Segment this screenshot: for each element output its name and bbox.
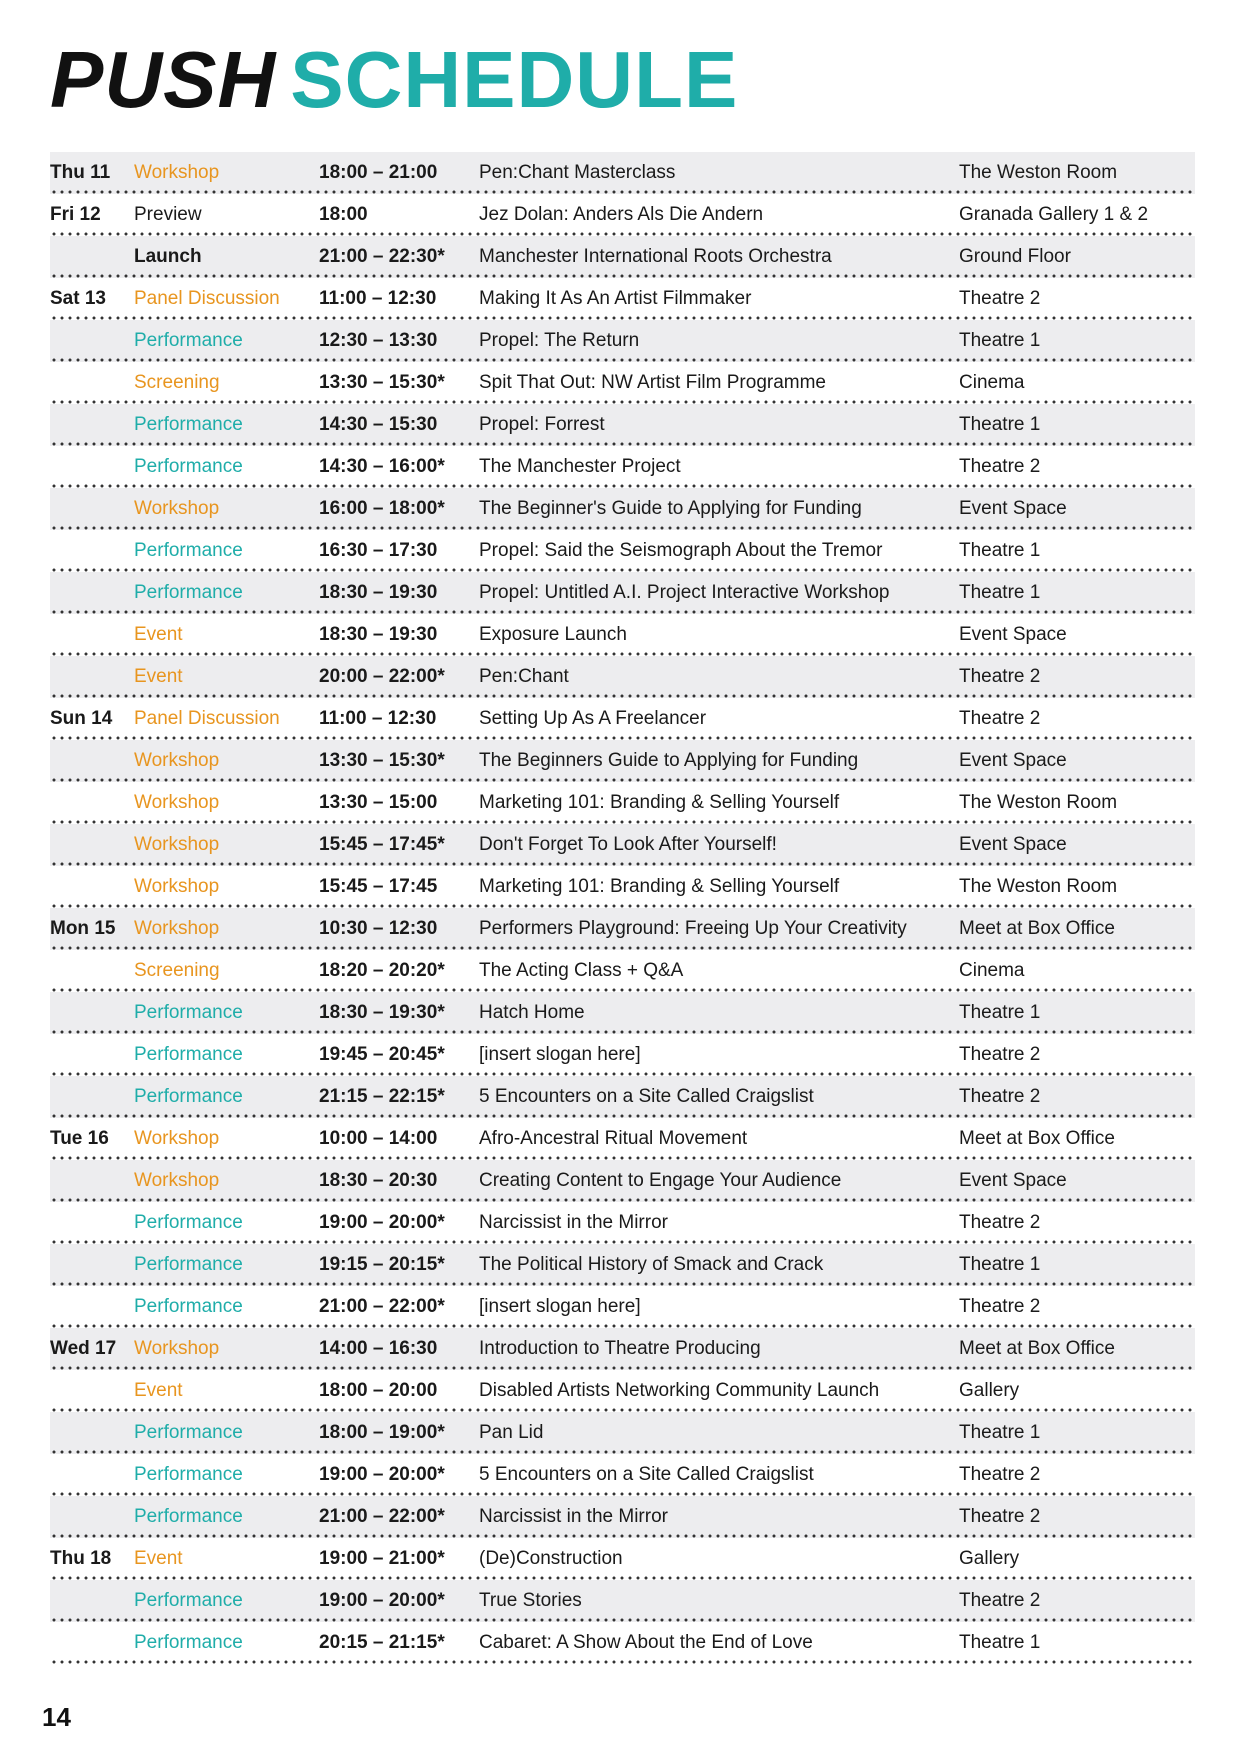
row-venue: Theatre 2 xyxy=(959,708,1041,729)
row-type: Panel Discussion xyxy=(134,288,280,309)
row-time: 18:00 – 20:00 xyxy=(319,1380,438,1401)
schedule-row xyxy=(50,1538,1195,1580)
row-venue: Cinema xyxy=(959,372,1025,393)
row-time: 18:20 – 20:20* xyxy=(319,960,445,981)
row-event-title: [insert slogan here] xyxy=(479,1044,641,1065)
row-type: Performance xyxy=(134,330,243,351)
row-event-title: Marketing 101: Branding & Selling Yourself xyxy=(479,876,840,897)
page-number: 14 xyxy=(42,1702,71,1732)
row-event-title: Narcissist in the Mirror xyxy=(479,1212,668,1233)
row-time: 21:00 – 22:00* xyxy=(319,1506,445,1527)
row-time: 10:30 – 12:30 xyxy=(319,918,438,939)
row-event-title: Hatch Home xyxy=(479,1002,585,1023)
row-type: Workshop xyxy=(134,1128,220,1149)
schedule-row xyxy=(50,278,1195,320)
row-day: Wed 17 xyxy=(50,1338,117,1359)
row-time: 21:00 – 22:30* xyxy=(319,246,445,267)
row-day: Fri 12 xyxy=(50,204,101,225)
schedule-row xyxy=(50,614,1195,656)
row-venue: Theatre 1 xyxy=(959,1632,1041,1653)
schedule-row xyxy=(50,1034,1195,1076)
row-event-title: True Stories xyxy=(479,1590,582,1611)
row-event-title: 5 Encounters on a Site Called Craigslist xyxy=(479,1086,814,1107)
row-type: Performance xyxy=(134,582,243,603)
row-type: Workshop xyxy=(134,162,220,183)
row-event-title: Pen:Chant Masterclass xyxy=(479,162,676,183)
row-event-title: Narcissist in the Mirror xyxy=(479,1506,668,1527)
row-event-title: Introduction to Theatre Producing xyxy=(479,1338,761,1359)
schedule-row xyxy=(50,404,1195,446)
row-venue: Theatre 1 xyxy=(959,582,1041,603)
row-time: 21:15 – 22:15* xyxy=(319,1086,445,1107)
row-type: Performance xyxy=(134,1254,243,1275)
schedule-row xyxy=(50,320,1195,362)
row-day: Sun 14 xyxy=(50,708,113,729)
row-venue: Theatre 2 xyxy=(959,456,1041,477)
row-time: 14:30 – 16:00* xyxy=(319,456,445,477)
schedule-row xyxy=(50,572,1195,614)
schedule-row xyxy=(50,908,1195,950)
row-venue: Theatre 2 xyxy=(959,1044,1041,1065)
row-event-title: The Manchester Project xyxy=(479,456,681,477)
row-venue: Event Space xyxy=(959,1170,1067,1191)
row-event-title: Manchester International Roots Orchestra xyxy=(479,246,832,267)
row-type: Performance xyxy=(134,1086,243,1107)
row-event-title: Disabled Artists Networking Community Launch xyxy=(479,1380,880,1401)
row-time: 19:15 – 20:15* xyxy=(319,1254,445,1275)
schedule-row xyxy=(50,698,1195,740)
schedule-row xyxy=(50,1412,1195,1454)
row-time: 13:30 – 15:30* xyxy=(319,372,445,393)
row-type: Panel Discussion xyxy=(134,708,280,729)
row-event-title: 5 Encounters on a Site Called Craigslist xyxy=(479,1464,814,1485)
row-venue: Event Space xyxy=(959,498,1067,519)
row-time: 19:00 – 21:00* xyxy=(319,1548,445,1569)
row-venue: Theatre 1 xyxy=(959,1002,1041,1023)
row-event-title: Marketing 101: Branding & Selling Yourself xyxy=(479,792,840,813)
row-event-title: The Political History of Smack and Crack xyxy=(479,1254,824,1275)
row-type: Performance xyxy=(134,1422,243,1443)
row-time: 18:30 – 19:30* xyxy=(319,1002,445,1023)
row-venue: The Weston Room xyxy=(959,876,1118,897)
row-time: 15:45 – 17:45* xyxy=(319,834,445,855)
row-day: Thu 18 xyxy=(50,1548,112,1569)
schedule-row xyxy=(50,1118,1195,1160)
row-venue: The Weston Room xyxy=(959,792,1118,813)
row-time: 19:00 – 20:00* xyxy=(319,1590,445,1611)
row-time: 19:45 – 20:45* xyxy=(319,1044,445,1065)
row-venue: Cinema xyxy=(959,960,1025,981)
row-venue: Theatre 1 xyxy=(959,540,1041,561)
row-time: 18:30 – 19:30 xyxy=(319,582,438,603)
row-venue: Granada Gallery 1 & 2 xyxy=(959,204,1149,225)
row-type: Workshop xyxy=(134,918,220,939)
row-time: 14:00 – 16:30 xyxy=(319,1338,438,1359)
schedule-row xyxy=(50,446,1195,488)
row-time: 10:00 – 14:00 xyxy=(319,1128,438,1149)
row-event-title: Exposure Launch xyxy=(479,624,627,645)
row-time: 20:15 – 21:15* xyxy=(319,1632,445,1653)
row-type: Workshop xyxy=(134,498,220,519)
row-venue: Theatre 1 xyxy=(959,1254,1041,1275)
row-event-title: Performers Playground: Freeing Up Your Creativity xyxy=(479,918,907,939)
schedule-row xyxy=(50,1076,1195,1118)
row-venue: Theatre 1 xyxy=(959,1422,1041,1443)
row-event-title: Afro-Ancestral Ritual Movement xyxy=(479,1128,748,1149)
row-event-title: (De)Construction xyxy=(479,1548,623,1569)
row-time: 16:00 – 18:00* xyxy=(319,498,445,519)
row-venue: Event Space xyxy=(959,624,1067,645)
row-type: Performance xyxy=(134,1590,243,1611)
schedule-row xyxy=(50,1580,1195,1622)
row-type: Performance xyxy=(134,1464,243,1485)
row-time: 18:00 – 19:00* xyxy=(319,1422,445,1443)
row-event-title: Setting Up As A Freelancer xyxy=(479,708,707,729)
schedule-row xyxy=(50,362,1195,404)
row-venue: Theatre 1 xyxy=(959,414,1041,435)
row-type: Workshop xyxy=(134,750,220,771)
row-type: Performance xyxy=(134,1002,243,1023)
row-type: Screening xyxy=(134,372,220,393)
row-event-title: Propel: The Return xyxy=(479,330,640,351)
row-time: 13:30 – 15:00 xyxy=(319,792,438,813)
schedule-row xyxy=(50,236,1195,278)
schedule-row xyxy=(50,782,1195,824)
row-event-title: The Beginners Guide to Applying for Funding xyxy=(479,750,859,771)
schedule-row xyxy=(50,1244,1195,1286)
row-day: Mon 15 xyxy=(50,918,116,939)
row-type: Workshop xyxy=(134,1338,220,1359)
row-venue: Meet at Box Office xyxy=(959,918,1115,939)
row-day: Thu 11 xyxy=(50,162,111,183)
schedule-row xyxy=(50,488,1195,530)
schedule-row xyxy=(50,1328,1195,1370)
row-venue: Theatre 2 xyxy=(959,1590,1041,1611)
schedule-row xyxy=(50,656,1195,698)
row-type: Performance xyxy=(134,1506,243,1527)
row-venue: Theatre 2 xyxy=(959,1296,1041,1317)
schedule-row xyxy=(50,1622,1195,1664)
row-venue: Gallery xyxy=(959,1548,1020,1569)
row-day: Sat 13 xyxy=(50,288,106,309)
row-type: Screening xyxy=(134,960,220,981)
row-venue: Theatre 2 xyxy=(959,288,1041,309)
schedule-row xyxy=(50,194,1195,236)
page-title xyxy=(50,35,739,124)
row-event-title: Don't Forget To Look After Yourself! xyxy=(479,834,777,855)
schedule-row xyxy=(50,950,1195,992)
row-event-title: Spit That Out: NW Artist Film Programme xyxy=(479,372,827,393)
row-event-title: [insert slogan here] xyxy=(479,1296,641,1317)
schedule-row xyxy=(50,1454,1195,1496)
schedule-row xyxy=(50,152,1195,194)
schedule-row xyxy=(50,866,1195,908)
row-event-title: The Beginner's Guide to Applying for Funding xyxy=(479,498,862,519)
row-day: Tue 16 xyxy=(50,1128,109,1149)
row-venue: Theatre 2 xyxy=(959,1086,1041,1107)
row-time: 19:00 – 20:00* xyxy=(319,1464,445,1485)
row-type: Performance xyxy=(134,456,243,477)
row-event-title: The Acting Class + Q&A xyxy=(479,960,684,981)
schedule-table xyxy=(50,152,1195,1664)
row-time: 18:30 – 19:30 xyxy=(319,624,438,645)
row-type: Preview xyxy=(134,204,202,225)
row-venue: Theatre 2 xyxy=(959,1506,1041,1527)
row-event-title: Pen:Chant xyxy=(479,666,569,687)
row-time: 11:00 – 12:30 xyxy=(319,288,437,309)
row-venue: Event Space xyxy=(959,750,1067,771)
row-type: Performance xyxy=(134,1296,243,1317)
row-type: Event xyxy=(134,624,183,645)
row-type: Workshop xyxy=(134,834,220,855)
row-type: Performance xyxy=(134,540,243,561)
row-type: Performance xyxy=(134,414,243,435)
row-venue: Meet at Box Office xyxy=(959,1128,1115,1149)
row-venue: Ground Floor xyxy=(959,246,1071,267)
row-type: Performance xyxy=(134,1212,243,1233)
schedule-row xyxy=(50,1370,1195,1412)
row-type: Performance xyxy=(134,1044,243,1065)
row-type: Event xyxy=(134,666,183,687)
row-type: Performance xyxy=(134,1632,243,1653)
schedule-row xyxy=(50,1286,1195,1328)
row-event-title: Propel: Said the Seismograph About the Tremor xyxy=(479,540,883,561)
row-time: 13:30 – 15:30* xyxy=(319,750,445,771)
row-event-title: Propel: Forrest xyxy=(479,414,605,435)
row-venue: Theatre 1 xyxy=(959,330,1041,351)
row-time: 18:00 xyxy=(319,204,368,225)
title-push: PUSH xyxy=(50,35,277,124)
row-event-title: Pan Lid xyxy=(479,1422,544,1443)
row-type: Workshop xyxy=(134,792,220,813)
row-event-title: Making It As An Artist Filmmaker xyxy=(479,288,752,309)
row-type: Event xyxy=(134,1548,183,1569)
row-time: 21:00 – 22:00* xyxy=(319,1296,445,1317)
row-time: 12:30 – 13:30 xyxy=(319,330,438,351)
row-venue: Theatre 2 xyxy=(959,666,1041,687)
row-time: 20:00 – 22:00* xyxy=(319,666,445,687)
schedule-row xyxy=(50,1202,1195,1244)
schedule-row xyxy=(50,1160,1195,1202)
schedule-row xyxy=(50,740,1195,782)
schedule-row xyxy=(50,992,1195,1034)
row-event-title: Creating Content to Engage Your Audience xyxy=(479,1170,842,1191)
row-event-title: Propel: Untitled A.I. Project Interactive Workshop xyxy=(479,582,890,603)
row-time: 14:30 – 15:30 xyxy=(319,414,438,435)
row-time: 15:45 – 17:45 xyxy=(319,876,438,897)
row-event-title: Jez Dolan: Anders Als Die Andern xyxy=(479,204,764,225)
row-time: 19:00 – 20:00* xyxy=(319,1212,445,1233)
row-type: Event xyxy=(134,1380,183,1401)
row-time: 18:00 – 21:00 xyxy=(319,162,438,183)
row-venue: Event Space xyxy=(959,834,1067,855)
row-venue: The Weston Room xyxy=(959,162,1118,183)
row-venue: Gallery xyxy=(959,1380,1020,1401)
schedule-row xyxy=(50,530,1195,572)
schedule-row xyxy=(50,824,1195,866)
row-time: 11:00 – 12:30 xyxy=(319,708,437,729)
row-venue: Theatre 2 xyxy=(959,1464,1041,1485)
schedule-row xyxy=(50,1496,1195,1538)
row-time: 16:30 – 17:30 xyxy=(319,540,438,561)
row-venue: Theatre 2 xyxy=(959,1212,1041,1233)
row-type: Workshop xyxy=(134,1170,220,1191)
row-type: Workshop xyxy=(134,876,220,897)
row-time: 18:30 – 20:30 xyxy=(319,1170,438,1191)
title-schedule: SCHEDULE xyxy=(290,35,739,124)
row-venue: Meet at Box Office xyxy=(959,1338,1115,1359)
row-event-title: Cabaret: A Show About the End of Love xyxy=(479,1632,813,1653)
row-type: Launch xyxy=(134,246,202,267)
